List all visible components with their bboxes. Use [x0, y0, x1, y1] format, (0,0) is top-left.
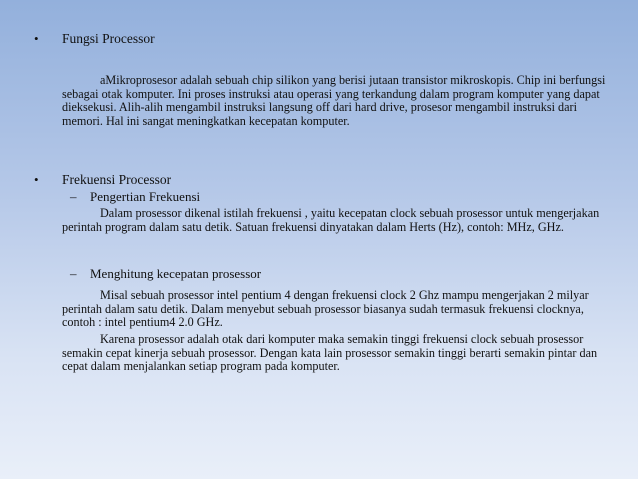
- paragraph-menghitung-2: [62, 333, 607, 374]
- sub-bullet-menghitung-kecepatan: [70, 266, 261, 281]
- paragraph-fungsi-processor: [62, 74, 607, 128]
- paragraph-text: Misal sebuah prosessor intel pentium 4 dengan frekuensi clock 2 Ghz mampu mengerjakan 2 milyar perintah dalam satu detik. Dalam menyebut sebuah prosessor biasanya sudah termasuk frekuensi clocknya, contoh : intel pentium4 2.0 GHz.: [62, 288, 589, 330]
- paragraph-text: Dalam prosessor dikenal istilah frekuensi , yaitu kecepatan clock sebuah prosessor untuk mengerjakan perintah program dalam satu detik. Satuan frekuensi dinyatakan dalam Herts (Hz), contoh: MHz, GHz.: [62, 206, 600, 234]
- paragraph-pengertian-frekuensi: [62, 207, 607, 234]
- bullet-title: Fungsi Processor: [62, 31, 155, 46]
- sub-bullet-pengertian-frekuensi: [70, 189, 200, 204]
- bullet-title: Frekuensi Processor: [62, 172, 172, 187]
- bullet-marker: •: [34, 31, 39, 46]
- sub-bullet-title: Pengertian Frekuensi: [90, 189, 201, 204]
- bullet-marker: •: [34, 172, 39, 187]
- paragraph-menghitung-1: [62, 289, 607, 330]
- paragraph-text: aMikroprosesor adalah sebuah chip silikon yang berisi jutaan transistor mikroskopis. Chip ini berfungsi sebagai otak komputer. Ini proses instruksi atau operasi yang terkandung dalam program komputer yang dapat dieksekusi. Alih-alih mengambil instruksi langsung off dari hard drive, prosesor mengambil instruksi dari memori. Hal ini sangat meningkatkan kecepatan komputer.: [62, 73, 606, 128]
- bullet-frekuensi-processor: [34, 172, 171, 187]
- sub-bullet-title: Menghitung kecepatan prosessor: [90, 266, 262, 281]
- bullet-fungsi-processor: [34, 31, 155, 46]
- sub-bullet-marker: –: [70, 189, 77, 204]
- paragraph-text: Karena prosessor adalah otak dari komputer maka semakin tinggi frekuensi clock sebuah prosessor semakin cepat kinerja sebuah prosessor. Dengan kata lain prosessor semakin tinggi berarti semakin pintar dan cepat dalam menjalankan setiap program pada komputer.: [62, 332, 598, 374]
- sub-bullet-marker: –: [70, 266, 77, 281]
